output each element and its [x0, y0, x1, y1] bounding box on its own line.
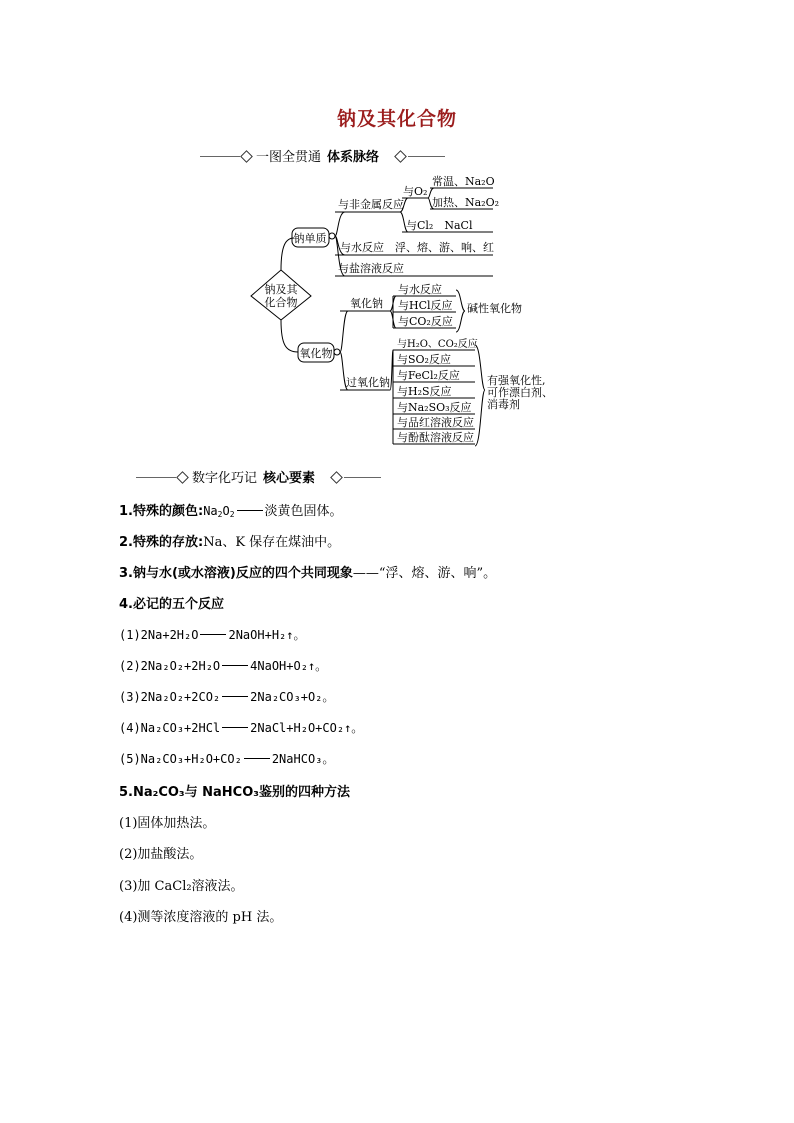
point-3: 3.钠与水(或水溶液)反应的四个共同现象——“浮、熔、游、响”。	[119, 566, 497, 581]
equals-bar	[244, 758, 270, 759]
oxidizing-note: 有强氧化性,	[487, 374, 546, 387]
equals-bar	[200, 634, 226, 635]
na2o2-item: 与FeCl₂反应	[397, 369, 460, 382]
na-node: 钠单质	[293, 232, 327, 245]
equals-bar	[222, 727, 248, 728]
diamond-icon	[330, 471, 343, 484]
oxidizing-note: 可作漂白剂、	[487, 386, 553, 399]
diamond-icon	[176, 471, 189, 484]
long-dash	[237, 510, 263, 511]
equals-bar	[222, 696, 248, 697]
equals-bar	[222, 665, 248, 666]
na2o-item: 与HCl反应	[398, 299, 453, 312]
point-1: 1.特殊的颜色$:Na_2O_2$ 淡黄色固体。	[119, 504, 343, 519]
method-1: (1)固体加热法。	[119, 816, 216, 831]
point-4: 4.必记的五个反应	[119, 597, 224, 612]
method-3: (3)加 CaCl₂溶液法。	[119, 879, 244, 894]
section-header-core	[136, 467, 381, 489]
method-4: (4)测等浓度溶液的 pH 法。	[119, 910, 283, 925]
section-label: 数字化巧记	[192, 471, 258, 486]
o2-normal-temp: 常温、Na₂O	[432, 175, 495, 188]
oxide-node-connector	[334, 349, 340, 355]
na2o2-item: 与Na₂SO₃反应	[397, 401, 472, 414]
na2o-node: 氧化钠	[350, 297, 383, 310]
page-title: 钠及其化合物	[336, 108, 457, 130]
with-o2: 与O₂	[403, 185, 428, 198]
nonmetal-reaction: 与非金属反应	[338, 198, 404, 211]
na-node-connector	[329, 233, 335, 239]
na2o-item: 与CO₂反应	[398, 315, 453, 328]
method-2: (2)加盐酸法。	[119, 847, 203, 862]
equation-1: (1)2Na+2H₂O 2NaOH+H₂↑。	[119, 628, 306, 642]
formula-na2o2: $Na_2O_2$	[203, 504, 235, 519]
oxide-node: 氧化物	[299, 347, 333, 360]
equation-2: (2)2Na₂O₂+2H₂O 4NaOH+O₂↑。	[119, 659, 328, 673]
equation-4: (4)Na₂CO₃+2HCl 2NaCl+H₂O+CO₂↑。	[119, 721, 364, 735]
root-label: 钠及其	[264, 283, 298, 296]
na2o-item: 与水反应	[398, 283, 442, 296]
na2o2-node: 过氧化钠	[346, 376, 390, 389]
point-5: 5.Na₂CO₃与 NaHCO₃鉴别的四种方法	[119, 785, 350, 800]
oxidizing-note: 消毒剂	[487, 398, 520, 411]
basic-oxide-note: 碱性氧化物	[467, 302, 522, 315]
o2-heating: 加热、Na₂O₂	[432, 196, 500, 209]
root-label: 化合物	[264, 296, 298, 309]
section-label: 一图全贯通	[256, 150, 322, 165]
point-2: 2.特殊的存放:Na、K 保存在煤油中。	[119, 535, 341, 550]
with-cl2: 与Cl₂ NaCl	[406, 219, 473, 232]
salt-solution-reaction: 与盐溶液反应	[338, 262, 404, 275]
water-reaction: 与水反应 浮、熔、游、响、红	[340, 241, 494, 254]
na2o2-item: 与品红溶液反应	[397, 416, 474, 429]
na2o2-item: 与H₂S反应	[397, 385, 452, 398]
equation-3: (3)2Na₂O₂+2CO₂ 2Na₂CO₃+O₂。	[119, 690, 335, 704]
section-label-bold: 体系脉络	[327, 150, 380, 165]
equation-5: (5)Na₂CO₃+H₂O+CO₂ 2NaHCO₃。	[119, 752, 335, 766]
concept-map	[0, 0, 794, 460]
divider-right	[344, 477, 381, 478]
na2o2-item: 与H₂O、CO₂反应	[397, 339, 478, 350]
na2o2-item: 与SO₂反应	[397, 353, 451, 366]
divider-left	[136, 477, 176, 478]
section-label-bold: 核心要素	[263, 471, 316, 486]
na2o2-item: 与酚酞溶液反应	[397, 431, 474, 444]
